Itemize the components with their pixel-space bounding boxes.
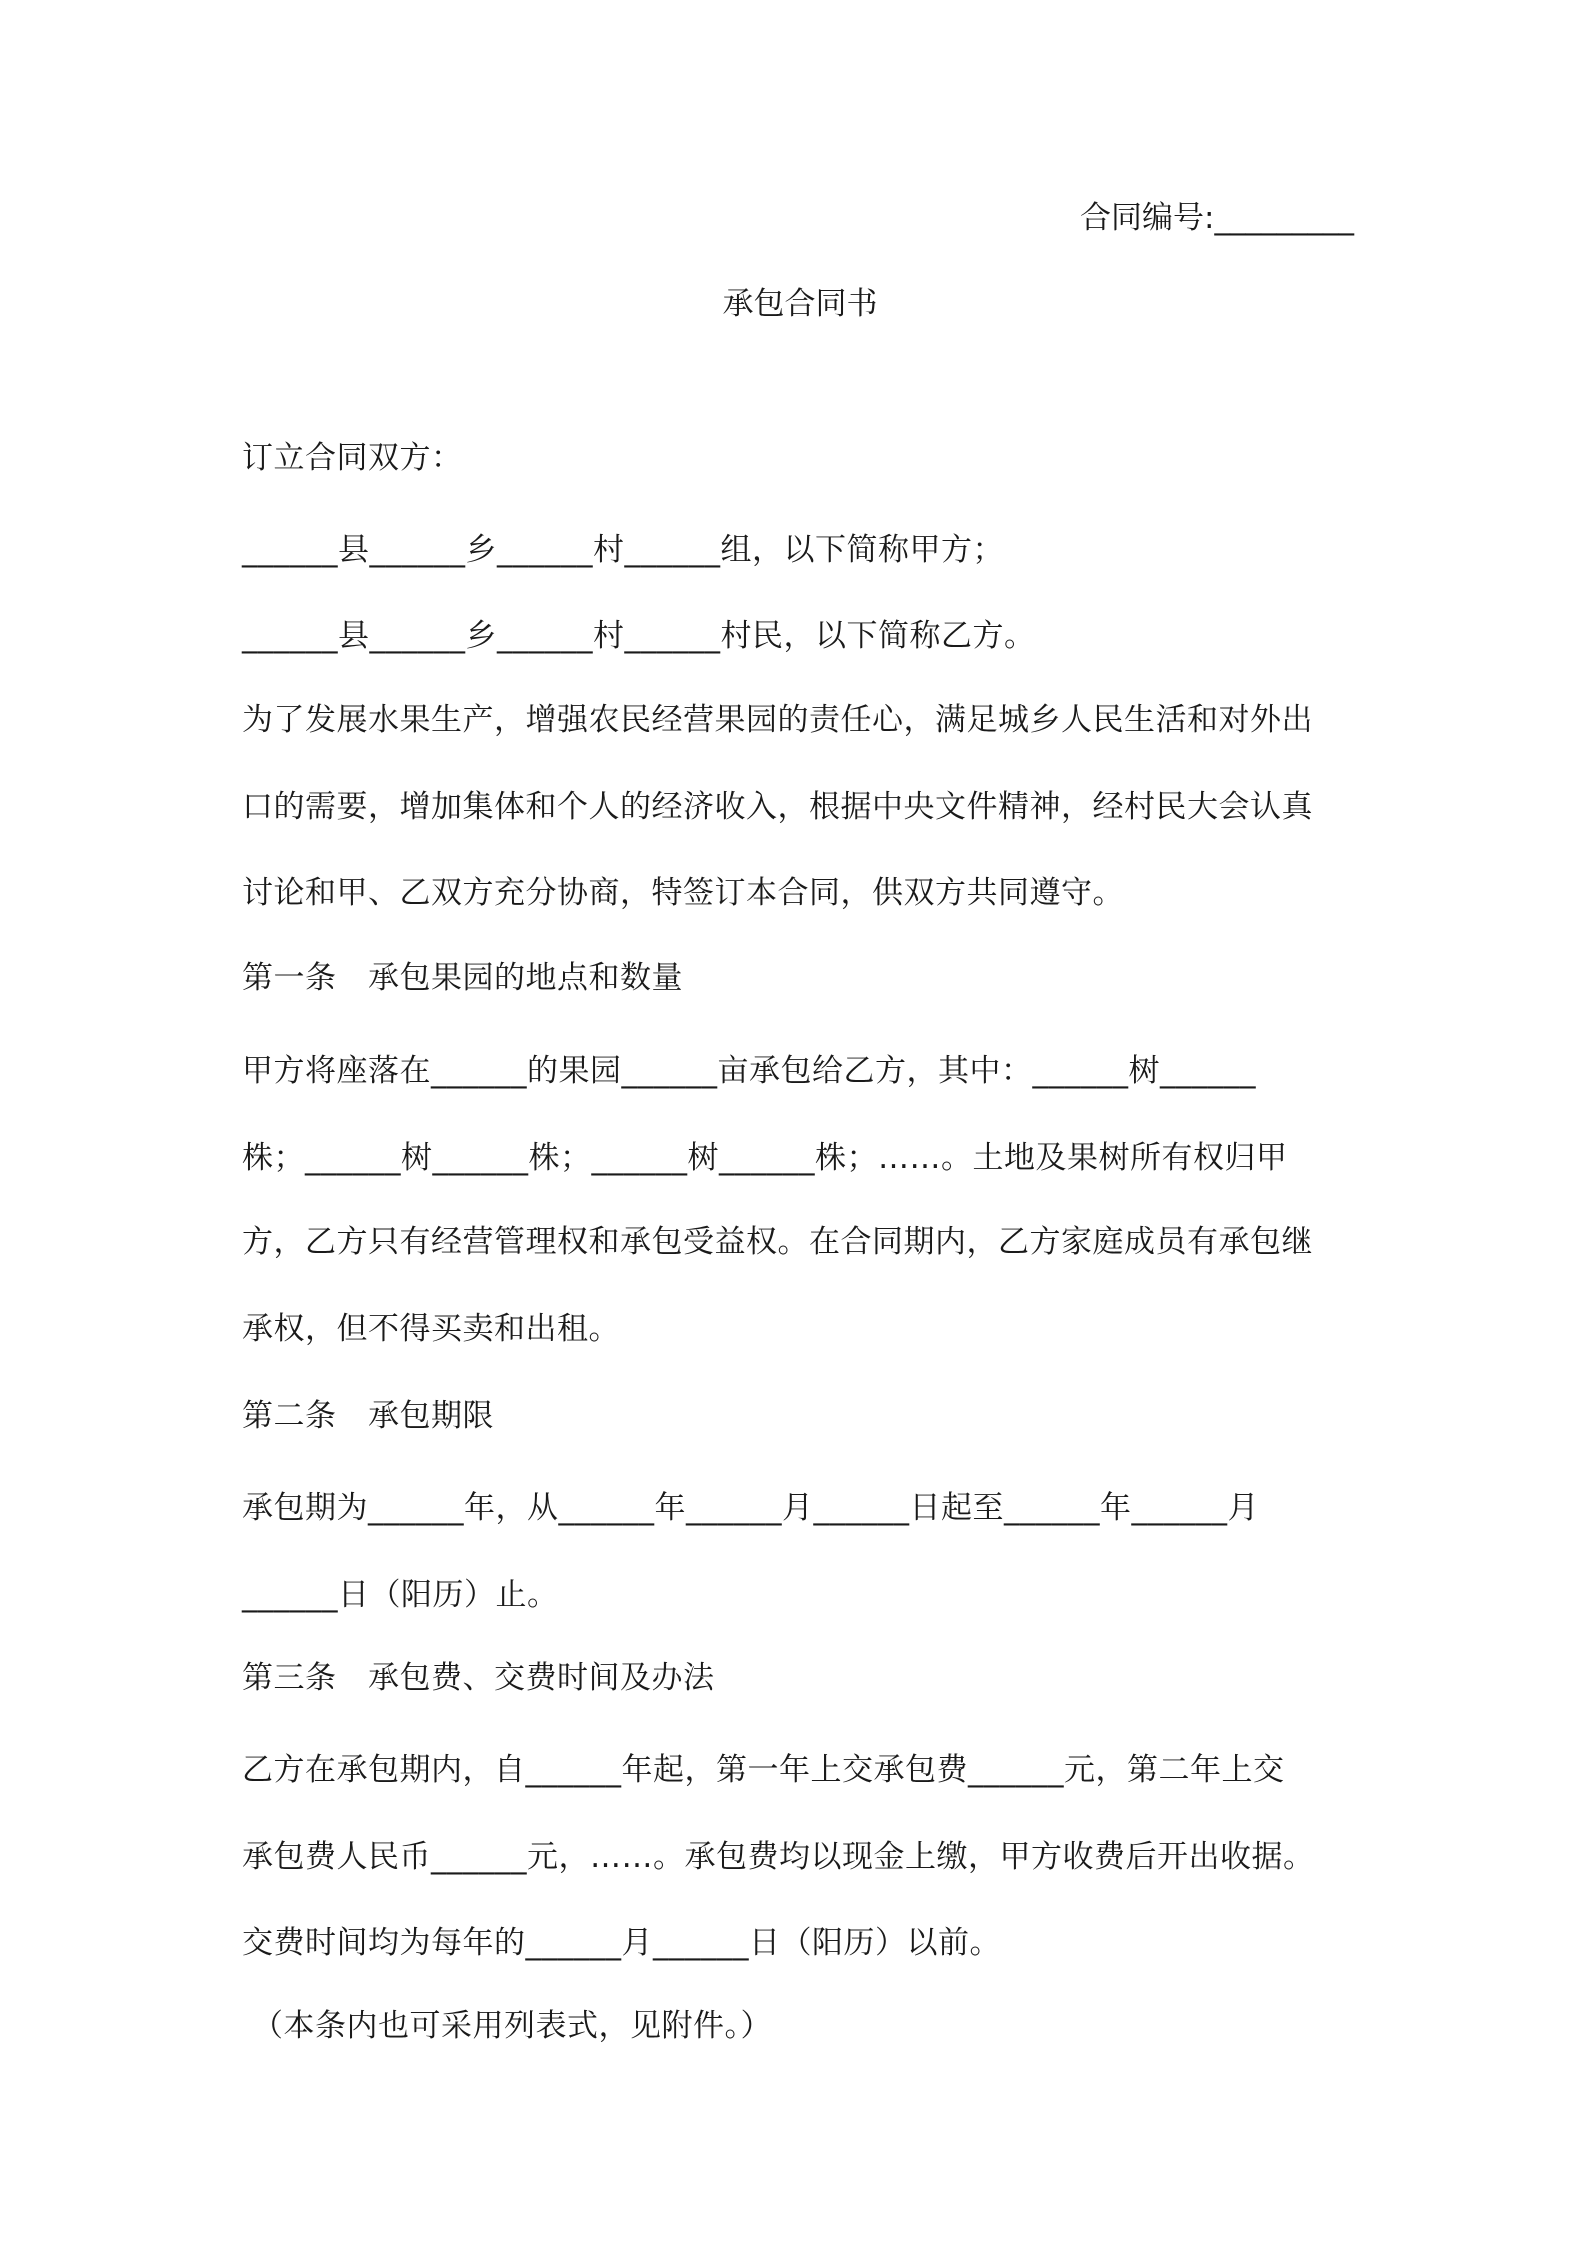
article-1-heading: 第一条 承包果园的地点和数量: [242, 960, 683, 996]
article-2-line-1: 承包期为______年，从______年______月______日起至______年______月: [242, 1490, 1259, 1526]
article-1-line-2: 株；______树______株；______树______株；……。土地及果树所有权归甲: [242, 1140, 1288, 1176]
article-2-line-2: ______日（阳历）止。: [242, 1577, 559, 1613]
preamble-line-2: 口的需要，增加集体和个人的经济收入，根据中央文件精神，经村民大会认真: [242, 789, 1313, 825]
party-b-line: ______县______乡______村______村民，以下简称乙方。: [242, 618, 1036, 654]
parties-heading: 订立合同双方：: [242, 440, 463, 476]
article-2-heading: 第二条 承包期限: [242, 1398, 494, 1434]
preamble-line-1: 为了发展水果生产，增强农民经营果园的责任心，满足城乡人民生活和对外出: [242, 702, 1313, 738]
article-1-line-3: 方，乙方只有经营管理权和承包受益权。在合同期内，乙方家庭成员有承包继: [242, 1224, 1313, 1260]
article-1-line-4: 承权，但不得买卖和出租。: [242, 1311, 620, 1347]
article-3-line-2: 承包费人民币______元，……。承包费均以现金上缴，甲方收费后开出收据。: [242, 1839, 1315, 1875]
article-1-line-1: 甲方将座落在______的果园______亩承包给乙方，其中：______树______: [242, 1053, 1256, 1089]
article-3-line-1: 乙方在承包期内，自______年起，第一年上交承包费______元，第二年上交: [242, 1752, 1285, 1788]
contract-number: 合同编号:_________: [1080, 200, 1354, 236]
party-a-line: ______县______乡______村______组，以下简称甲方；: [242, 532, 1004, 568]
article-3-note: （本条内也可采用列表式，见附件。）: [252, 2008, 772, 2044]
article-3-line-3: 交费时间均为每年的______月______日（阳历）以前。: [242, 1925, 1001, 1961]
document-title: 承包合同书: [722, 286, 878, 322]
article-3-heading: 第三条 承包费、交费时间及办法: [242, 1660, 715, 1696]
preamble-line-3: 讨论和甲、乙双方充分协商，特签订本合同，供双方共同遵守。: [242, 875, 1124, 911]
